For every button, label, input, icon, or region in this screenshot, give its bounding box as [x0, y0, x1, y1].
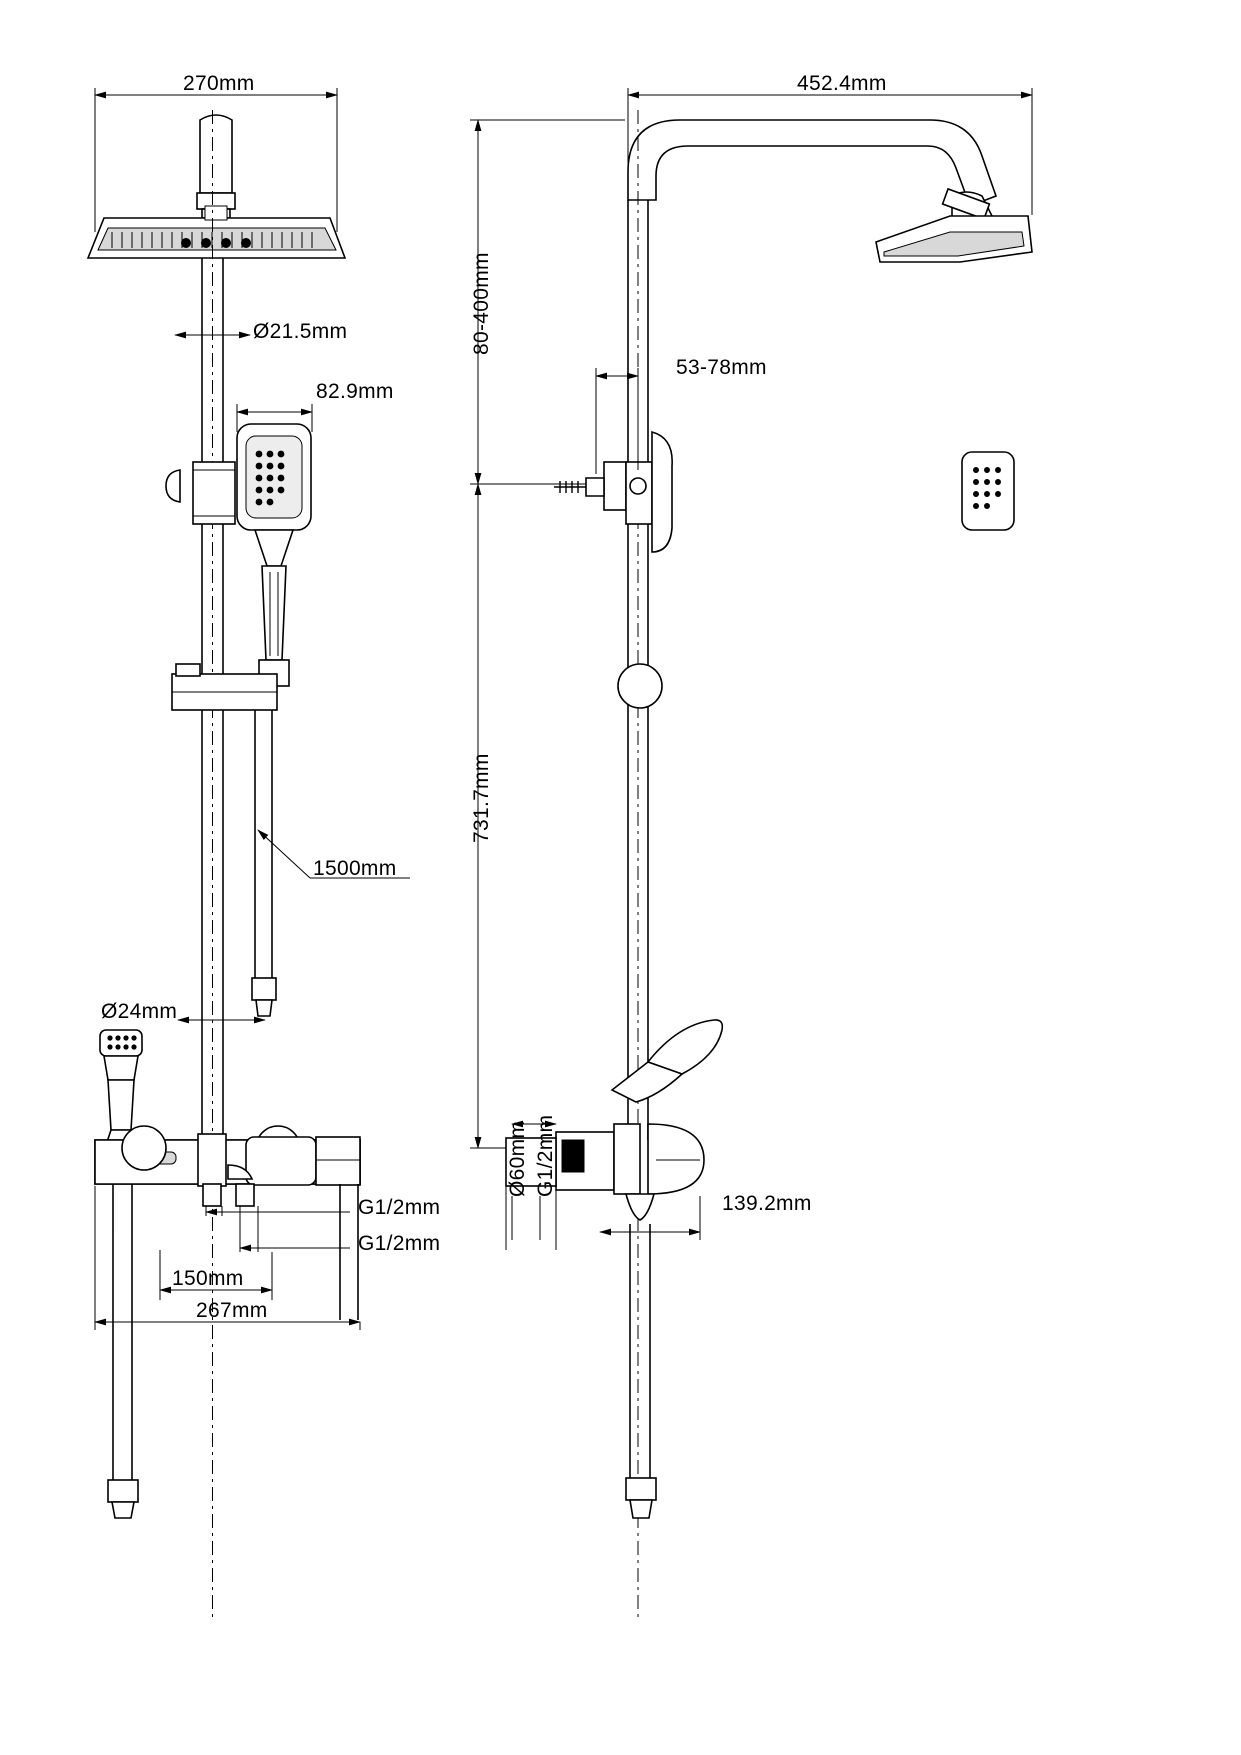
riser-rail	[202, 110, 223, 1620]
dim-inlet-thread-upper-geometry	[206, 1206, 350, 1216]
dim-riser-diameter-label: Ø21.5mm	[253, 320, 348, 343]
inlet-legs-front	[108, 1184, 358, 1518]
hand-shower-front	[237, 424, 311, 686]
dim-bracket-projection-label: 53-78mm	[676, 356, 767, 379]
dim-inlet-thread-lower-label: G1/2mm	[358, 1232, 441, 1255]
dim-upper-height-range-label: 80-400mm	[470, 252, 493, 355]
shower-hose-front	[252, 710, 276, 1016]
mixer-body-front	[95, 1126, 360, 1206]
handset-bracket-side	[554, 432, 1014, 552]
slide-ring-side	[618, 664, 662, 708]
dim-overhead-width-label: 270mm	[183, 72, 255, 95]
dim-overhead-reach-label: 452.4mm	[797, 72, 887, 95]
dim-wall-plate-diameter-label: Ø60mm	[506, 1120, 529, 1197]
riser-rail-side	[628, 110, 648, 1620]
overhead-head-side	[876, 216, 1032, 262]
dim-wall-inlet-thread-label: G1/2mm	[534, 1114, 557, 1197]
dim-riser-height-label: 731.7mm	[470, 753, 493, 843]
dim-handset-holder-diameter-label: Ø24mm	[101, 1000, 178, 1023]
dim-mixer-projection-label: 139.2mm	[722, 1192, 812, 1215]
dim-handset-width-label: 82.9mm	[316, 380, 394, 403]
dim-bracket-projection-geometry	[596, 368, 638, 474]
front-view	[88, 88, 410, 1620]
supply-pipe-side	[626, 1224, 656, 1518]
dim-inlet-thread-upper-label: G1/2mm	[358, 1196, 441, 1219]
diverter-knob	[166, 462, 235, 524]
dim-hose-length-label: 1500mm	[313, 857, 397, 880]
overhead-shower-head	[88, 206, 345, 258]
overhead-arm-riser	[197, 115, 235, 218]
dim-inlet-thread-lower-geometry	[240, 1206, 350, 1252]
dim-body-width-label: 267mm	[196, 1299, 268, 1322]
dim-inlet-centres-label: 150mm	[172, 1267, 244, 1290]
side-view	[470, 88, 1032, 1620]
